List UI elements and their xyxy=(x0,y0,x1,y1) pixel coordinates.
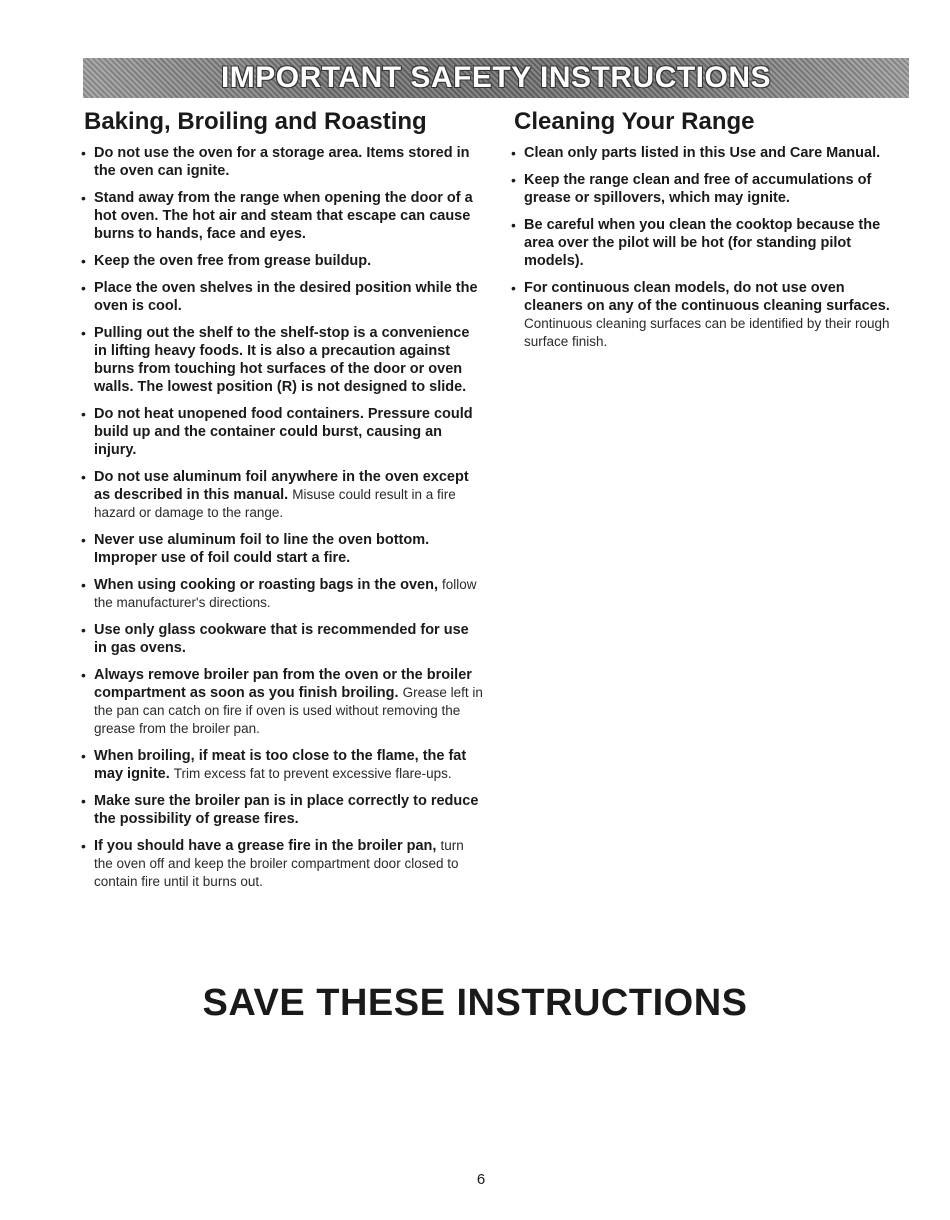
bullet-bold-text: When using cooking or roasting bags in the oven, xyxy=(94,577,438,593)
bullet-bold-text: If you should have a grease fire in the broiler pan, xyxy=(94,838,437,854)
list-item xyxy=(84,621,484,657)
bullet-bold-text: Pulling out the shelf to the shelf-stop is a convenience in lifting heavy foods. It is also a precaution against burns from touching hot surfaces of the door or oven walls. The lowest position (R) is not designed to slide. xyxy=(94,325,470,395)
banner-title: IMPORTANT SAFETY INSTRUCTIONS xyxy=(220,61,772,94)
cleaning-heading: Cleaning Your Range xyxy=(514,108,755,135)
list-item xyxy=(84,837,484,891)
bullet-normal-text: Misuse could result in a fire hazard or damage to the range. xyxy=(94,487,456,520)
bullet-bold-text: Be careful when you clean the cooktop because the area over the pilot will be hot (for standing pilot models). xyxy=(524,217,881,269)
bullet-normal-text: Continuous cleaning surfaces can be identified by their rough surface finish. xyxy=(524,316,890,349)
list-item xyxy=(84,189,484,243)
bullet-bold-text: Always remove broiler pan from the oven or the broiler compartment as soon as you finish broiling. xyxy=(94,667,472,701)
list-item xyxy=(84,468,484,522)
bullet-bold-text: Do not heat unopened food containers. Pressure could build up and the container could burst, causing an injury. xyxy=(94,406,473,458)
bullet-bold-text: Stand away from the range when opening the door of a hot oven. The hot air and steam that escape can cause burns to hands, face and eyes. xyxy=(94,190,473,242)
list-item xyxy=(514,171,894,207)
bullet-bold-text: Never use aluminum foil to line the oven bottom. Improper use of foil could start a fire. xyxy=(94,532,430,566)
bullet-bold-text: Clean only parts listed in this Use and Care Manual. xyxy=(524,145,881,161)
list-item xyxy=(514,144,894,162)
list-item xyxy=(84,144,484,180)
list-item xyxy=(84,252,484,270)
page-number: 6 xyxy=(476,1171,486,1188)
bullet-bold-text: Keep the range clean and free of accumulations of grease or spillovers, which may ignite. xyxy=(524,172,872,206)
list-item xyxy=(84,747,484,783)
bullet-bold-text: For continuous clean models, do not use oven cleaners on any of the continuous cleaning surfaces. xyxy=(524,280,890,314)
bullet-bold-text: Make sure the broiler pan is in place correctly to reduce the possibility of grease fires. xyxy=(94,793,479,827)
list-item xyxy=(84,531,484,567)
bullet-bold-text: Do not use the oven for a storage area. Items stored in the oven can ignite. xyxy=(94,145,470,179)
bullet-normal-text: Trim excess fat to prevent excessive flare-ups. xyxy=(173,766,452,781)
bullet-normal-text: turn the oven off and keep the broiler compartment door closed to contain fire until it burns out. xyxy=(94,838,464,889)
list-item xyxy=(514,279,894,351)
left-column xyxy=(84,106,484,900)
bullet-normal-text: follow the manufacturer's directions. xyxy=(94,577,477,610)
list-item xyxy=(84,324,484,396)
baking-heading: Baking, Broiling and Roasting xyxy=(84,108,427,135)
list-item xyxy=(514,216,894,270)
right-column xyxy=(514,106,894,360)
bullet-bold-text: Keep the oven free from grease buildup. xyxy=(94,253,372,269)
bullet-normal-text: Grease left in the pan can catch on fire if oven is used without removing the grease from the broiler pan. xyxy=(94,685,483,736)
bullet-bold-text: Use only glass cookware that is recommended for use in gas ovens. xyxy=(94,622,469,656)
cleaning-list xyxy=(514,144,894,351)
bullet-bold-text: When broiling, if meat is too close to the flame, the fat may ignite. xyxy=(94,748,467,782)
list-item xyxy=(84,576,484,612)
list-item xyxy=(84,279,484,315)
bullet-bold-text: Place the oven shelves in the desired position while the oven is cool. xyxy=(94,280,478,314)
list-item xyxy=(84,792,484,828)
save-instructions-title: SAVE THESE INSTRUCTIONS xyxy=(202,982,748,1024)
list-item xyxy=(84,405,484,459)
safety-banner xyxy=(83,58,909,98)
bullet-bold-text: Do not use aluminum foil anywhere in the oven except as described in this manual. xyxy=(94,469,469,503)
baking-list xyxy=(84,144,484,891)
list-item xyxy=(84,666,484,738)
